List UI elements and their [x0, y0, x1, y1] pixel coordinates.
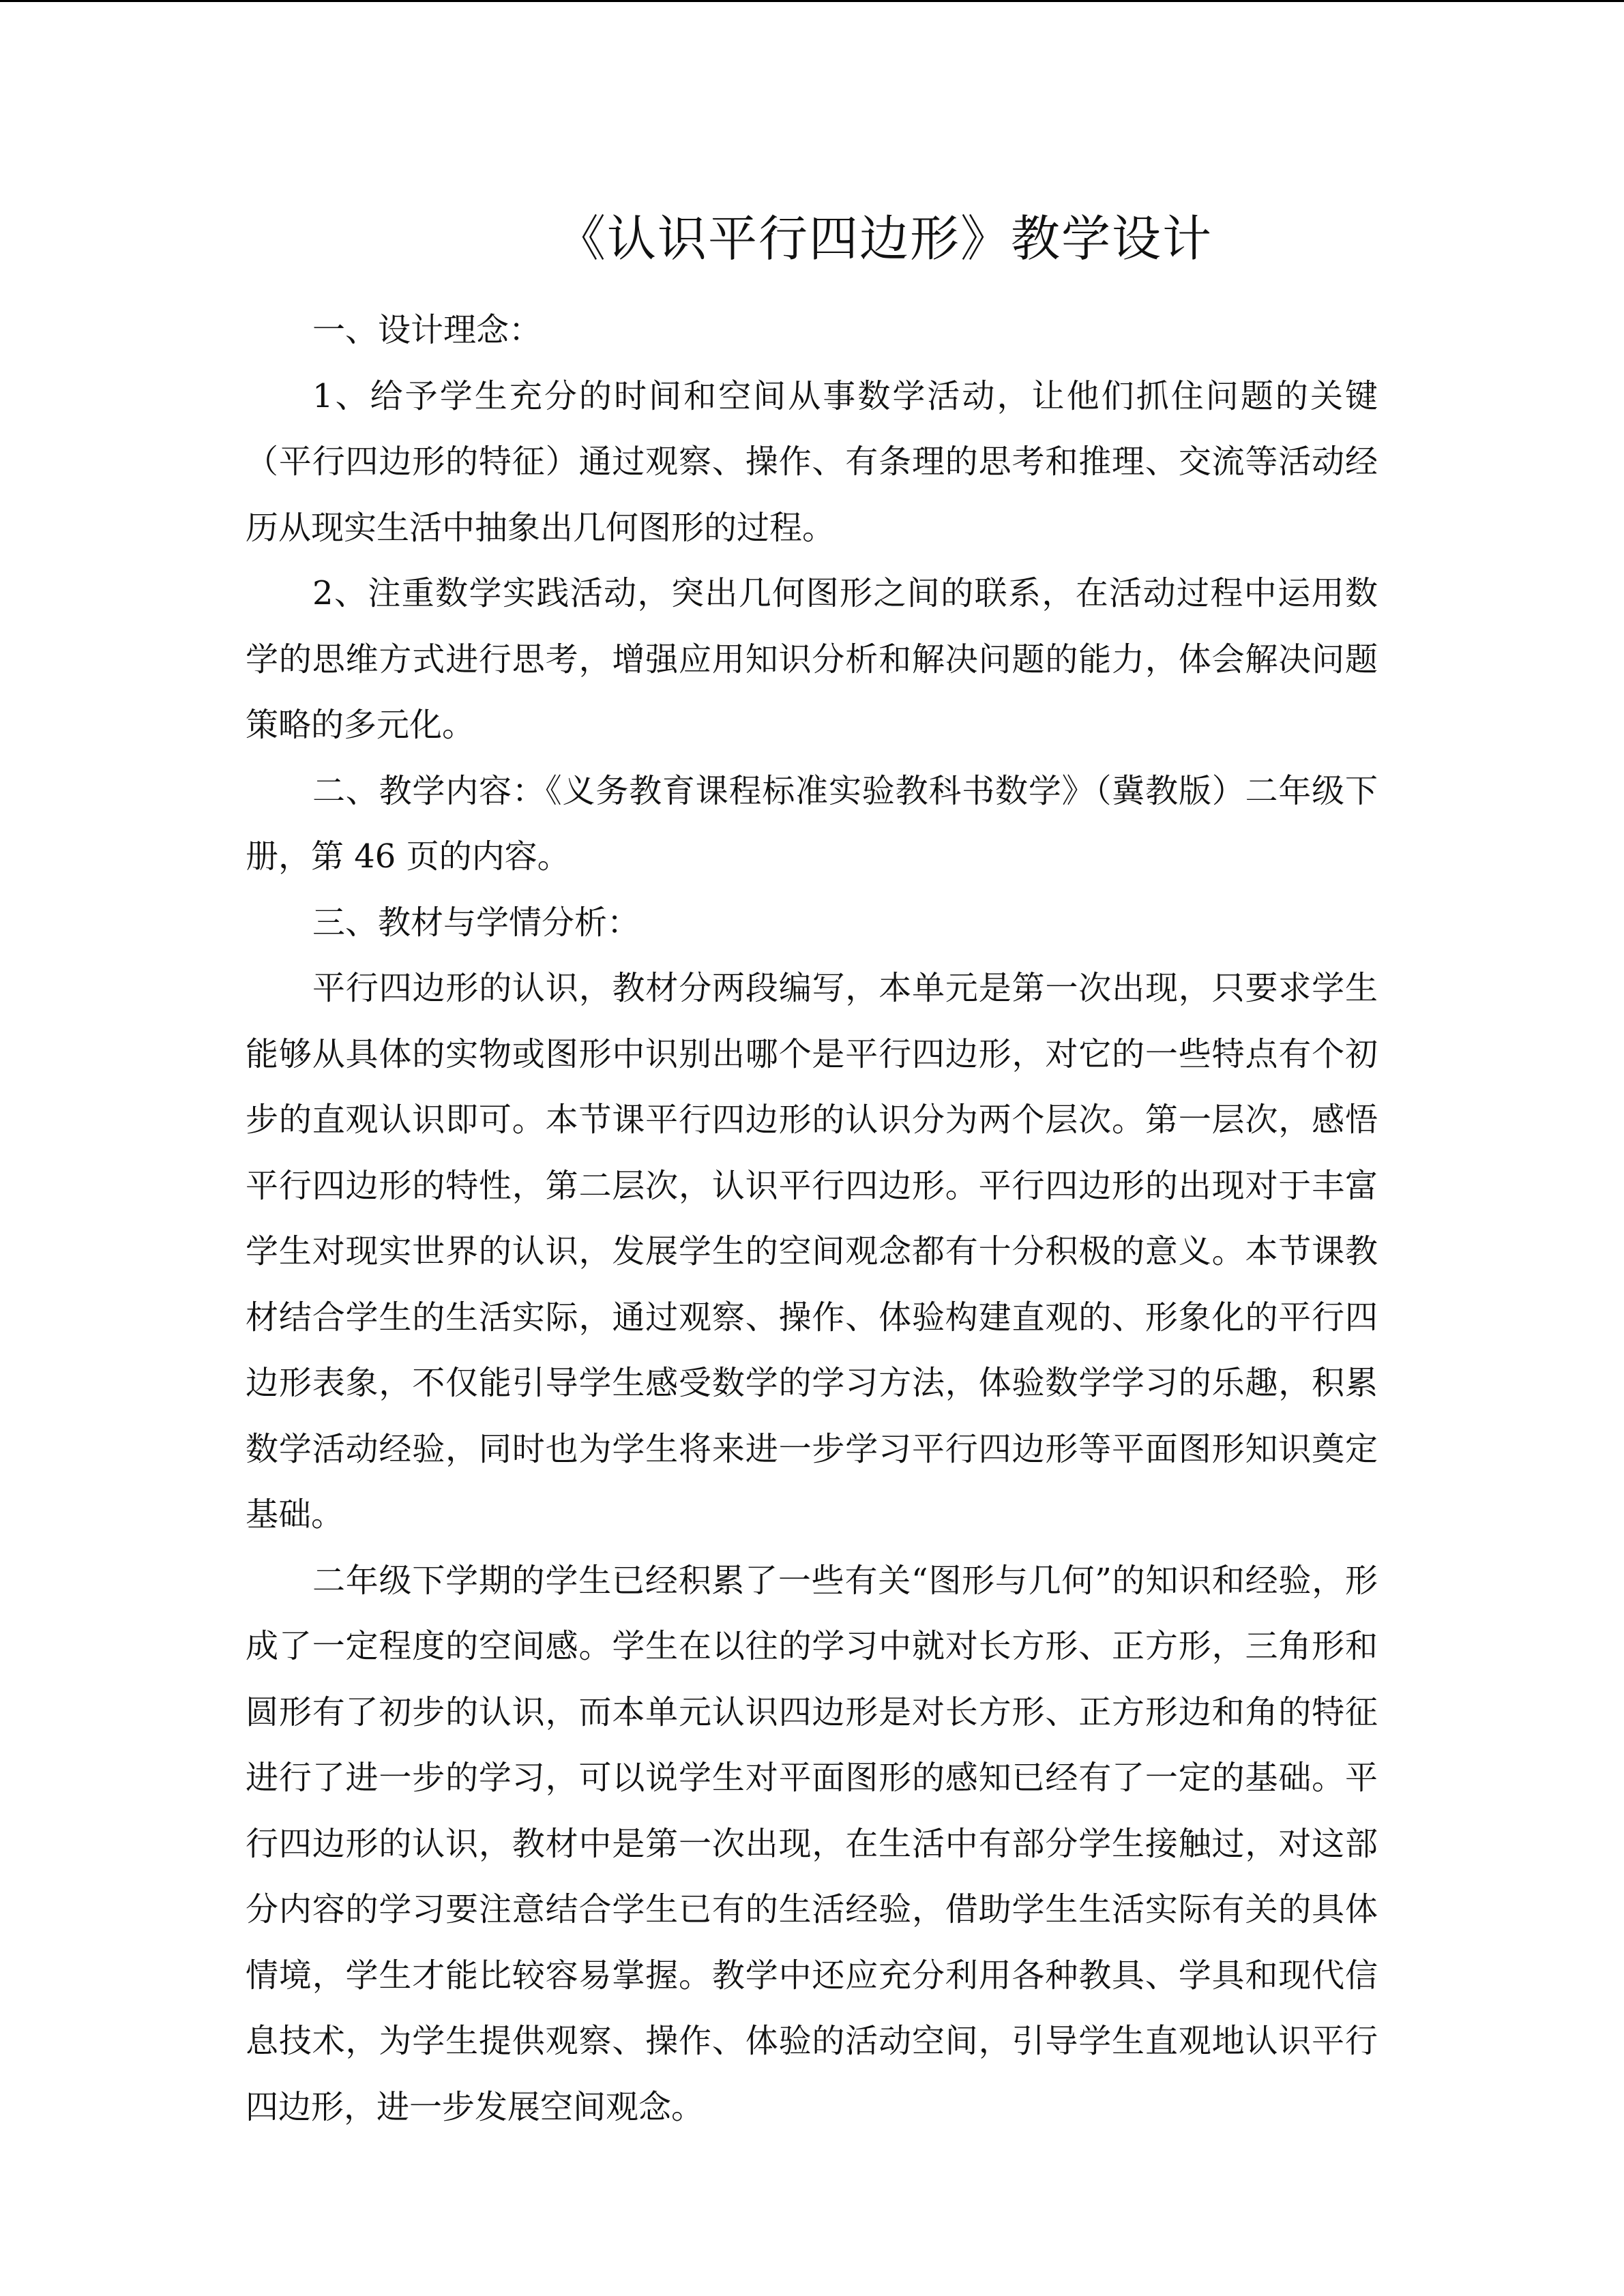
section-heading-material-analysis: 三、教材与学情分析：	[312, 903, 640, 942]
paragraph-analysis-1: 平行四边形的认识，教材分两段编写，本单元是第一次出现，只要求学生能够从具体的实物或图形中识别出哪个是平行四边形，对它的一些特点有个初步的直观认识即可。本节课平行四边形的认识分为两个层次。第一层次，感悟平行四边形的特性，第二层次，认识平行四边形。平行四边形的出现对于丰富学生对现实世界的认识，发展学生的空间观念都有十分积极的意义。本节课教材结合学生的生活实际，通过观察、操作、体验构建直观的、形象化的平行四边形表象，不仅能引导学生感受数学的学习方法，体验数学学习的乐趣，积累数学活动经验，同时也为学生将来进一步学习平行四边形等平面图形知识奠定基础。	[246, 969, 1378, 1534]
document-title: 《认识平行四边形》教学设计	[557, 210, 1213, 267]
document-page	[246, 198, 1378, 2140]
paragraph-philosophy-2: 2、注重数学实践活动，突出几何图形之间的联系，在活动过程中运用数学的思维方式进行思考，增强应用知识分析和解决问题的能力，体会解决问题策略的多元化。	[246, 574, 1378, 744]
paragraph-teaching-content: 二、教学内容：《义务教育课程标准实验教科书数学》（冀教版）二年级下册，第 46 页的内容。	[246, 771, 1378, 876]
paragraph-philosophy-1: 1、给予学生充分的时间和空间从事数学活动，让他们抓住问题的关键（平行四边形的特征）通过观察、操作、有条理的思考和推理、交流等活动经历从现实生活中抽象出几何图形的过程。	[246, 376, 1378, 547]
paragraph-analysis-2: 二年级下学期的学生已经积累了一些有关“图形与几何”的知识和经验，形成了一定程度的空间感。学生在以往的学习中就对长方形、正方形，三角形和圆形有了初步的认识，而本单元认识四边形是对长方形、正方形边和角的特征进行了进一步的学习，可以说学生对平面图形的感知已经有了一定的基础。平行四边形的认识，教材中是第一次出现，在生活中有部分学生接触过，对这部分内容的学习要注意结合学生已有的生活经验，借助学生生活实际有关的具体情境，学生才能比较容易掌握。教学中还应充分利用各种教具、学具和现代信息技术，为学生提供观察、操作、体验的活动空间，引导学生直观地认识平行四边形，进一步发展空间观念。	[246, 1561, 1378, 2126]
top-border-line	[0, 0, 1624, 2]
section-heading-design-philosophy: 一、设计理念：	[312, 311, 542, 349]
